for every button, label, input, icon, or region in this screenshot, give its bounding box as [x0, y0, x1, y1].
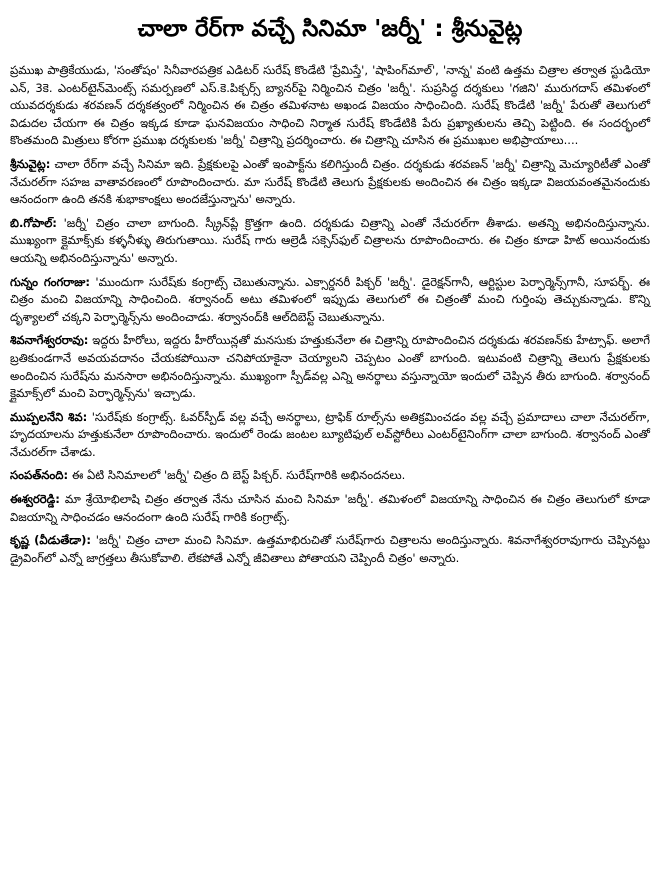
quote-text: ఇద్దరు హీరోలు, ఇద్దరు హీరోయిన్లతో మనసుకు హత్తుకునేలా ఈ చిత్రాన్ని రూపొందించిన దర్శకుడు శరవణన్‌కు హేట్సాఫ్. అలాగే బ్రతికుండగానే అవయవదానం చేయకపోయినా చనిపోయాకైనా చెయ్యాలని చెప్పటం ఎంతో బాగుంది. ఇటువంటి చిత్రాన్ని తెలుగు ప్రేక్షకులకు అందించిన సురేష్‌ను మనసారా అభినందిస్తున్నాను. ముఖ్యంగా స్పీడ్‌వల్ల ఎన్ని అనర్థాలు వస్తున్నాయో ఇందులో చెప్పిన తీరు బాగుంది. శర్వానంద్ క్లైమాక్స్‌లో మంచి పెర్ఫార్మెన్స్‌ను' ఇచ్చాడు.: [10, 333, 650, 401]
quote-text: 'సురేష్‌కు కంగ్రాట్స్. ఓవర్‌స్పీడ్ వల్ల వచ్చే అనర్థాలు, ట్రాఫిక్ రూల్స్‌ను అతిక్రమించడం వల్ల వచ్చే ప్రమాదాలు చాలా నేచురల్‌గా, హృదయాలను హత్తుకునేలా రూపొందించారు. ఇందులో రెండు జంటల బ్యూటిఫుల్ లవ్‌స్టోరీలు ఎంటర్‌టైనింగ్‌గా చాలా బాగుంది. శర్వానంద్ ఎంతో నేచురల్‌గా చేశాడు.: [10, 409, 650, 459]
quote-paragraph: [10, 491, 650, 526]
quote-text: 'ముందుగా సురేష్‌కు కంగ్రాట్స్ చెబుతున్నాను. ఎక్సార్డనరీ పిక్చర్ 'జర్నీ'. డైరెక్షన్‌గానీ, ఆర్టిస్టుల పెర్ఫార్మెన్స్‌గానీ, సూపర్బ్. ఈ చిత్రం మంచి విజయాన్ని సాధించింది. శర్వానంద్ అటు తమిళంలో ఇప్పుడు తెలుగులో ఈ చిత్రంతో మంచి గుర్తింపు తెచ్చుకున్నాడు. కొన్ని దృశ్యాలలో చక్కని పెర్ఫార్మెన్స్‌ను అందించాడు. శర్వానంద్‌కి ఆల్‌దిబెస్ట్ చెబుతున్నాను.: [10, 274, 650, 324]
quote-text: 'జర్నీ' చిత్రం చాలా మంచి సినిమా. ఉత్తమాభిరుచితో సురేష్‌గారు చిత్రాలను అందిస్తున్నారు. శివనాగేశ్వరరావుగారు చెప్పినట్టు డ్రైవింగ్‌లో ఎన్నో జాగ్రత్తలు తీసుకోవాలి. లేకపోతే ఎన్నో జీవితాలు పోతాయని చెప్పిందీ చిత్రం' అన్నారు.: [10, 533, 650, 565]
speaker-name: సంపత్‌నంది:: [10, 468, 69, 483]
intro-paragraph: ప్రముఖ పాత్రికేయుడు, 'సంతోషం' సినీవారపత్రిక ఎడిటర్ సురేష్ కొండేటి 'ప్రేమిస్తే', 'షాపింగ్‌మాల్', 'నాన్న' వంటి ఉత్తమ చిత్రాల తర్వాత స్టుడియో ఎన్, 3కె. ఎంటర్‌టైన్‌మెంట్స్ సమర్పణలో ఎస్.కె.పిక్చర్స్ బ్యానర్‌పై నిర్మించిన చిత్రం 'జర్నీ'. సుప్రసిద్ధ దర్శకులు 'గజిని' మురుగదాస్ తమిళంలో యువదర్శకుడు శరవణన్ దర్శకత్వంలో నిర్మించిన ఈ చిత్రం తమిళనాట అఖండ విజయం సాధించింది. సురేష్ కొండేటి 'జర్నీ' పేరుతో తెలుగులో విడుదల చేయగా ఈ చిత్రం ఇక్కడ కూడా ఘనవిజయం సాధించి నిర్మాత సురేష్ కొండేటికి పేరు ప్రఖ్యాతులను తెచ్చి పెట్టింది. ఈ సందర్భంలో కొంతమంది మిత్రులు కోరగా ప్రముఖ దర్శకులకు 'జర్నీ' చిత్రాన్ని ప్రదర్శించారు. ఈ చిత్రాన్ని చూసిన ఈ ప్రముఖుల అభిప్రాయాలు....: [10, 63, 650, 148]
speaker-name: బి.గోపాల్:: [10, 215, 57, 230]
quote-paragraph: [10, 156, 650, 209]
quote-paragraph: [10, 532, 650, 567]
quote-text: ఈ ఏటి సినిమాలలో 'జర్నీ' చిత్రం ది బెస్ట్ పిక్చర్. సురేష్‌గారికి అభినందనలు.: [68, 468, 406, 483]
speaker-name: గున్నం గంగరాజు:: [10, 274, 90, 289]
quote-text: 'జర్నీ' చిత్రం చాలా బాగుంది. స్క్రీన్‌ప్లే క్రొత్తగా ఉంది. దర్శకుడు చిత్రాన్ని ఎంతో నేచురల్‌గా తీశాడు. అతన్ని అభినందిస్తున్నాను. ముఖ్యంగా క్లైమాక్స్‌కు కళ్ళనీళ్ళు తిరుగుతాయి. సురేష్ గారు ఆల్రెడీ సక్సెస్‌ఫుల్ చిత్రాలను రూపొందించారు. ఈ చిత్రం కూడా హిట్ అయినందుకు ఆయన్ని అభినందిస్తున్నాను' అన్నారు.: [10, 215, 650, 265]
article-body: [10, 62, 650, 567]
speaker-name: శ్రీనువైట్ల:: [10, 156, 51, 171]
speaker-name: శివనాగేశ్వరరావు:: [10, 333, 89, 348]
quote-paragraph: [10, 409, 650, 462]
quote-paragraph: [10, 332, 650, 402]
quote-text: చాలా రేర్‌గా వచ్చే సినిమా ఇది. ప్రేక్షకులపై ఎంతో ఇంపాక్ట్‌ను కలిగిస్తుందీ చిత్రం. దర్శకుడు శరవణన్ 'జర్నీ' చిత్రాన్ని మెచ్యూరిటీతో ఎంతో నేచురల్‌గా సహజ వాతావరణంలో రూపొందించారు. మా సురేష్ కొండేటి తెలుగు ప్రేక్షకులకు అందించిన ఈ చిత్రం ఇక్కడా విజయవంతమైనందుకు ఆనందంగా ఉంది తనకి శుభాకాంక్షలు అందజేస్తున్నాను' అన్నారు.: [10, 156, 650, 207]
quote-paragraph: [10, 274, 650, 327]
speaker-name: కృష్ణ (వీడుతేడా):: [10, 533, 92, 548]
quote-paragraph: [10, 467, 650, 485]
headline: చాలా రేర్‌గా వచ్చే సినిమా 'జర్నీ' : శ్రీనువైట్ల: [137, 16, 523, 42]
quote-paragraph: [10, 215, 650, 268]
quote-text: మా శ్రేయోభిలాషి చిత్రం తర్వాత నేను చూసిన మంచి సినిమా 'జర్నీ'. తమిళంలో విజయాన్ని సాధించిన ఈ చిత్రం తెలుగులో కూడా విజయాన్ని సాధించడం ఆనందంగా ఉంది సురేష్ గారికి కంగ్రాట్స్.: [10, 492, 650, 524]
speaker-name: ఈశ్వరరెడ్డి:: [10, 492, 60, 507]
speaker-name: ముప్పలనేని శివ:: [10, 409, 88, 424]
